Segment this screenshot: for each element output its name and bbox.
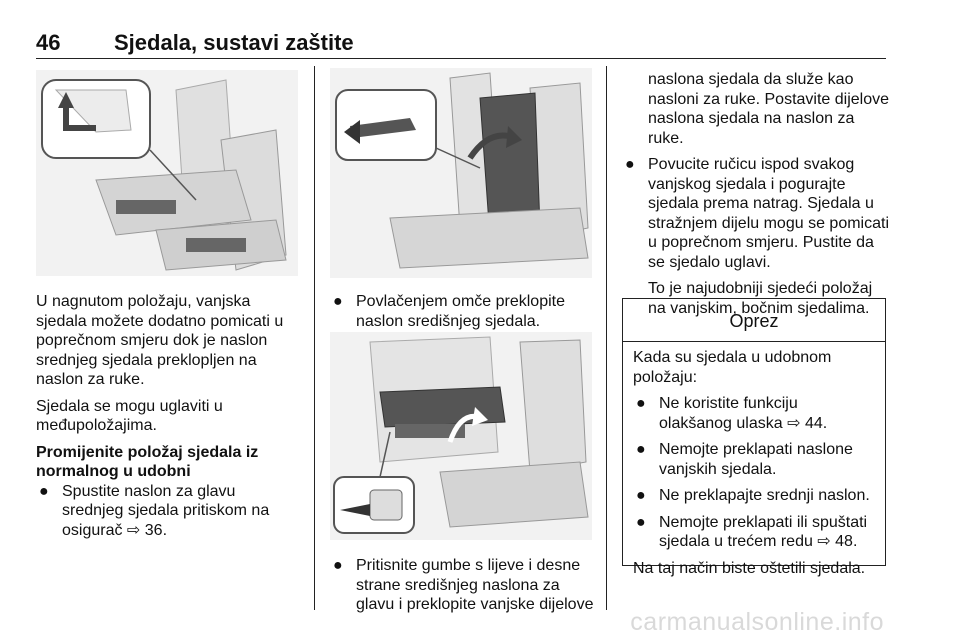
page-header	[36, 30, 886, 59]
column-divider-2	[606, 66, 607, 610]
caution-item	[633, 394, 875, 433]
caution-outro: Na taj način biste oštetili sjedala.	[633, 559, 866, 577]
caution-item-text: Ne preklapajte srednji naslon.	[659, 487, 870, 504]
list-item	[330, 292, 592, 331]
list-item	[36, 482, 298, 541]
bullet-icon: ●	[39, 482, 49, 500]
column-divider-1	[314, 66, 315, 610]
caution-box	[622, 298, 886, 577]
column-3-text	[622, 70, 892, 325]
caution-item-text: Nemojte preklapati naslone vanjskih sjedala.	[659, 441, 853, 478]
paragraph-intermediate-positions: Sjedala se mogu uglaviti u međupoložajima.	[36, 397, 223, 434]
figure-outer-backrest-armrest	[330, 332, 592, 540]
bullet-icon: ●	[333, 557, 343, 574]
list-item-text: Povlačenjem omče preklopite naslon središnjeg sjedala.	[356, 293, 565, 330]
list-item	[622, 155, 892, 272]
bullet-icon: ●	[636, 487, 646, 504]
caution-item	[633, 513, 875, 552]
paragraph-sideways-adjust: U nagnutom položaju, vanjska sjedala možete dodatno pomicati u poprečnom smjeru dok je naslon srednjeg sjedala preklopljen na naslon za ruke.	[36, 293, 284, 388]
bullet-icon: ●	[636, 395, 646, 412]
list-item-text: Pritisnite gumbe s lijeve i desne strane središnjeg naslona za glavu i preklopite vanjske dijelove	[356, 557, 594, 613]
section-heading: Promijenite položaj sjedala iz normalnog u udobni	[36, 443, 259, 480]
figure-center-backrest-fold	[330, 68, 592, 278]
list-item-text: Spustite naslon za glavu srednjeg sjedala pritiskom na osigurač ⇨ 36.	[62, 482, 270, 539]
caution-body	[623, 342, 885, 578]
column-2-text-top	[330, 292, 592, 337]
page-number: 46	[36, 30, 61, 55]
paragraph-continued: naslona sjedala da služe kao nasloni za ruke. Postavite dijelove naslona sjedala na naslon za ruke.	[648, 71, 890, 147]
caution-item-text: Nemojte preklapati ili spuštati sjedala u trećem redu ⇨ 48.	[659, 513, 868, 550]
page-title: Sjedala, sustavi zaštite	[114, 30, 354, 55]
paragraph-comfort-note: To je najudobniji sjedeći položaj na vanjskim, bočnim sjedalima.	[648, 280, 873, 317]
caution-item	[633, 486, 875, 506]
list-item	[330, 556, 600, 615]
caution-item-text: Ne koristite funkciju olakšanog ulaska ⇨ 44.	[659, 395, 828, 432]
column-1-text	[36, 292, 298, 546]
bullet-icon: ●	[333, 293, 343, 310]
caution-intro: Kada su sjedala u udobnom položaju:	[633, 349, 832, 386]
bullet-icon: ●	[625, 156, 635, 173]
bullet-icon: ●	[636, 441, 646, 458]
figure-seats-sliding	[36, 70, 298, 276]
column-2-text-bottom	[330, 556, 600, 621]
bullet-icon: ●	[636, 513, 646, 531]
caution-title: Oprez	[623, 299, 885, 342]
list-item-text: Povucite ručicu ispod svakog vanjskog sjedala i pogurajte sjedala prema natrag. Sjedala u stražnjem dijelu mogu se pomicati u poprečnom smjeru. Pustite da se sjedalo uglavi.	[648, 156, 889, 271]
caution-item	[633, 440, 875, 479]
watermark: carmanualsonline.info	[630, 608, 884, 636]
